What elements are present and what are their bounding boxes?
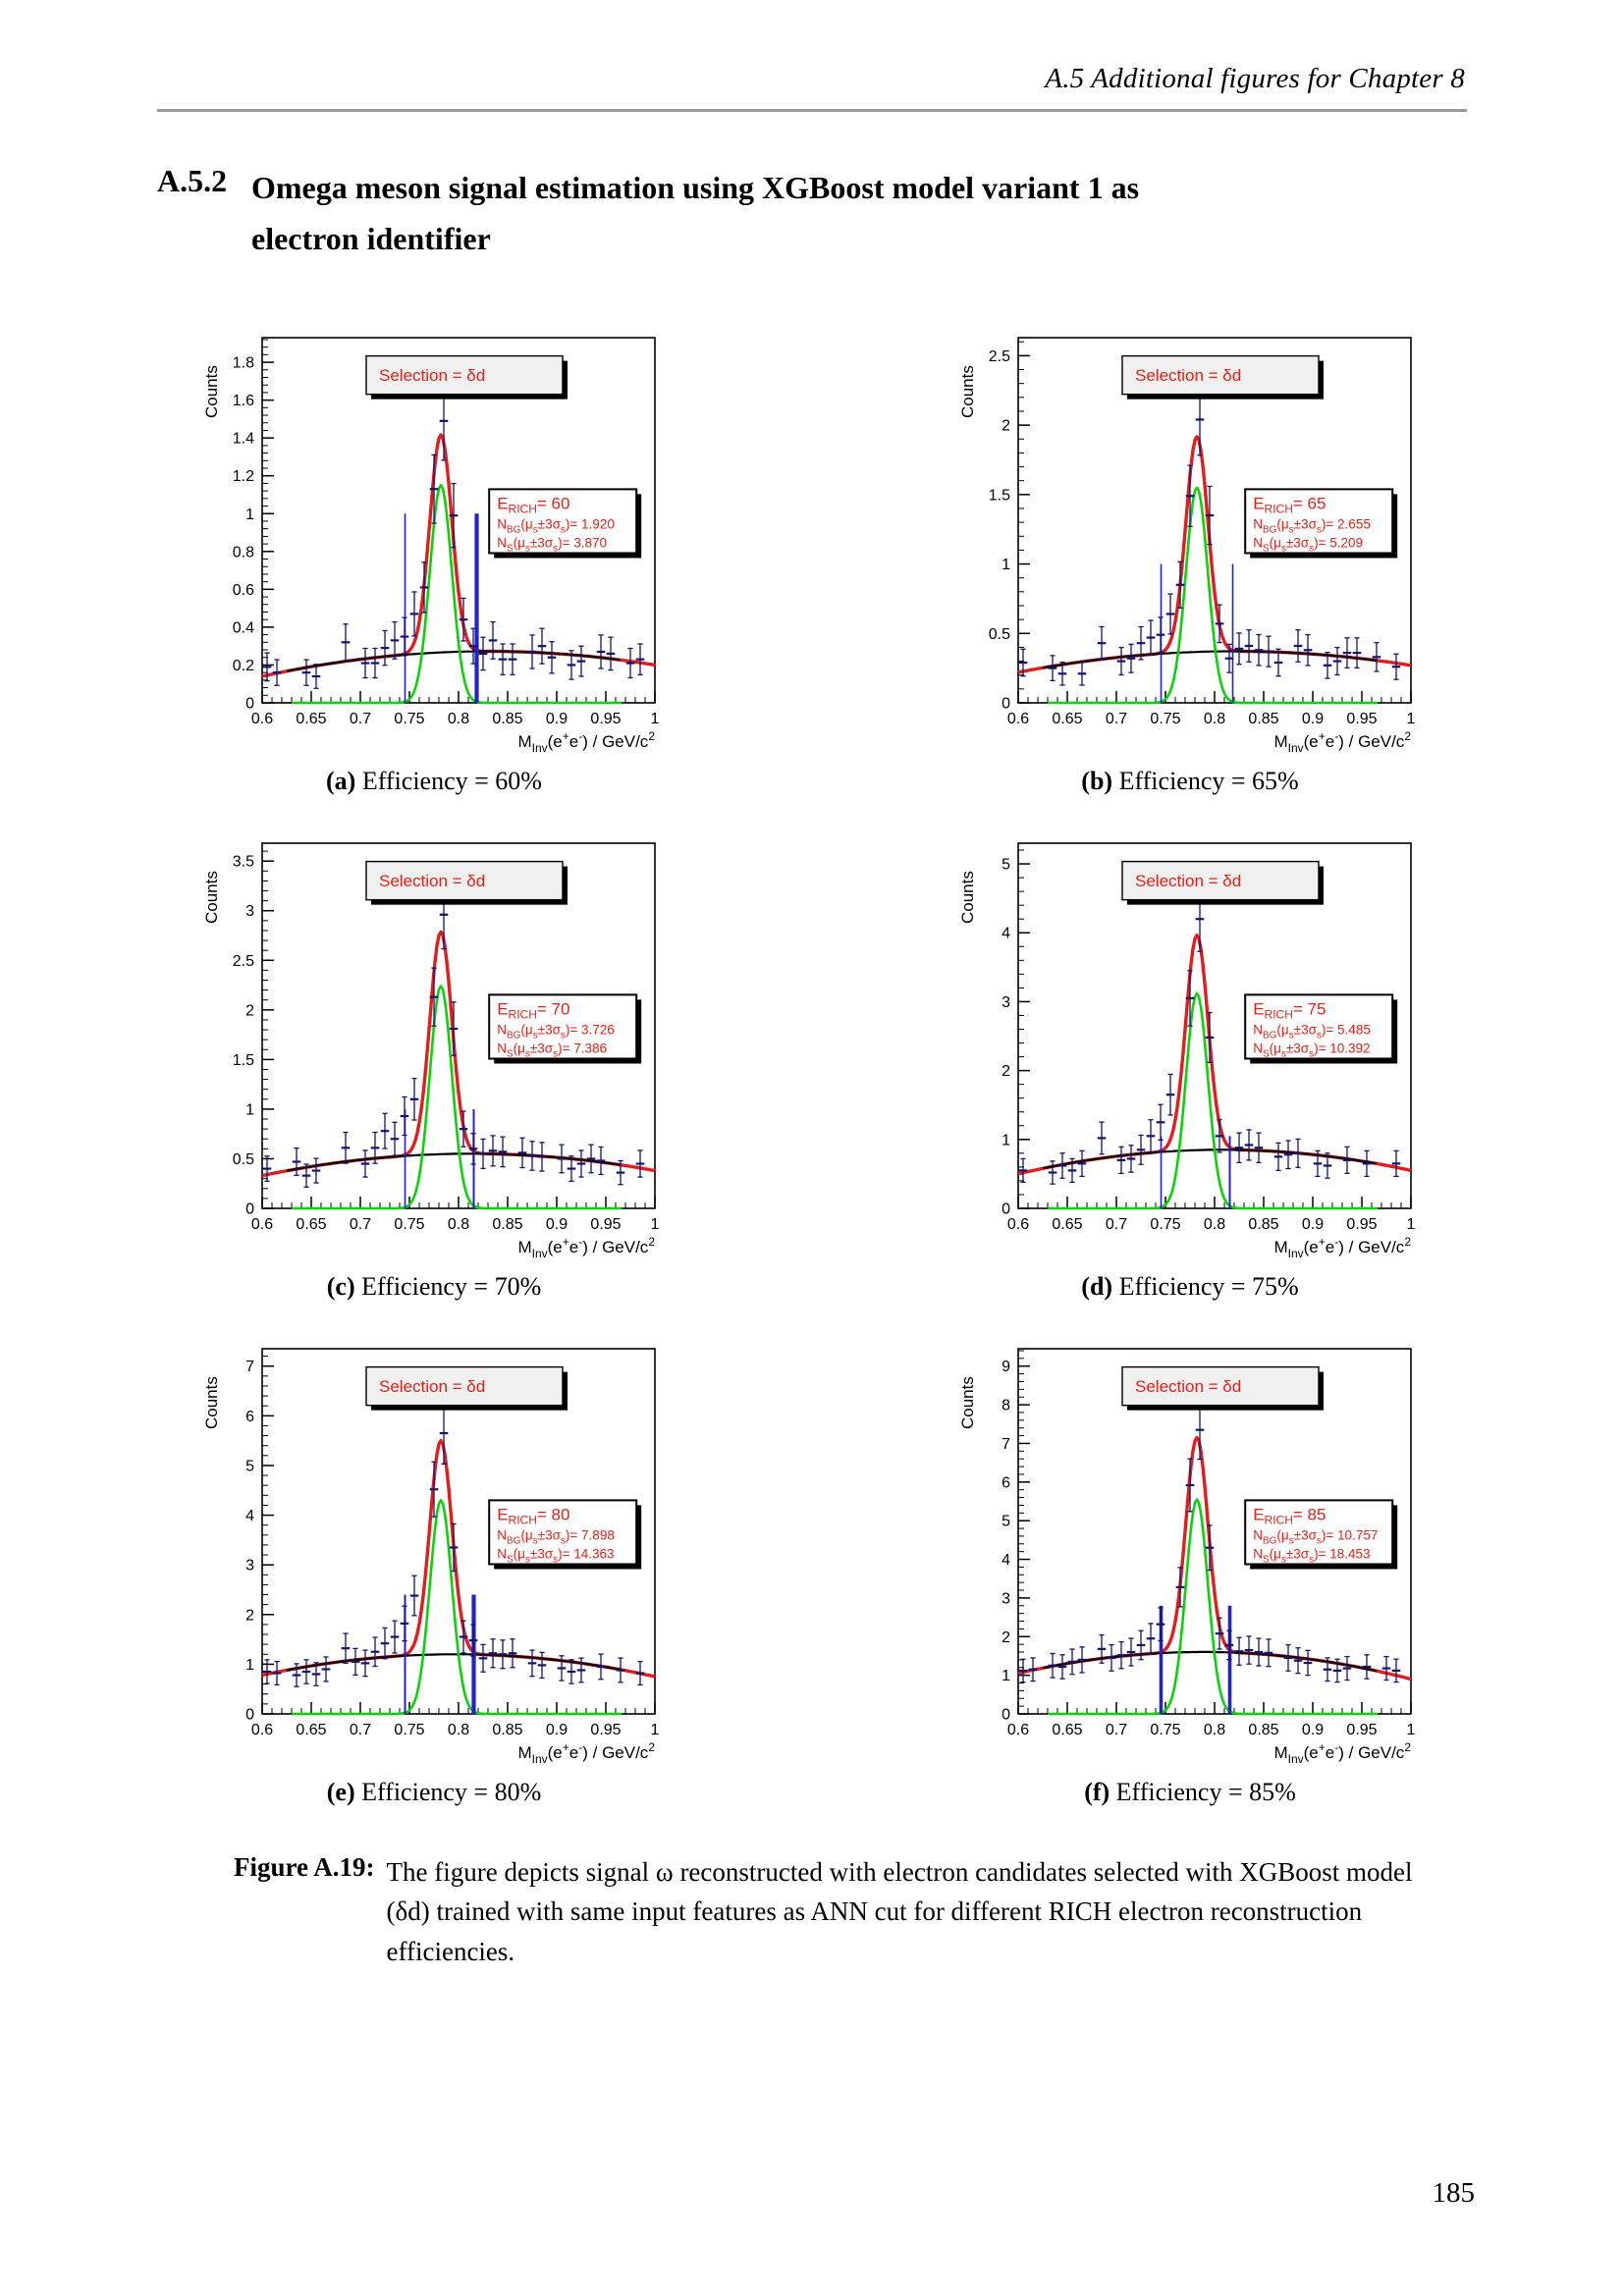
x-tick-label: 0.9 [545,1215,568,1233]
subfigure-caption-text: Efficiency = 80% [361,1777,542,1806]
section-title-line2: electron identifier [251,220,491,256]
y-tick-label: 0.5 [232,1150,254,1168]
selection-label: Selection = δd [379,871,486,890]
stats-line-ns: $N_S(\mu_s\pm 3\sigma_s)= 10.392$ [1253,1041,1371,1060]
stats-line-erich: $E_{RICH}= 60$ [497,494,570,516]
figure-row-2 [157,820,1467,1302]
x-axis [251,1702,660,1764]
background-fit-curve [1043,1652,1377,1671]
y-tick-label: 2 [1001,1062,1010,1080]
x-tick-label: 1 [1406,1215,1416,1233]
y-axis [958,342,1030,712]
plot-d [957,820,1423,1258]
subfigure-caption-text: Efficiency = 65% [1118,766,1299,795]
y-tick-label: 1 [1001,1131,1010,1148]
y-tick-label: 7 [245,1358,254,1375]
y-tick-label: 1 [245,1656,254,1674]
y-tick-label: 3 [245,1557,254,1575]
stats-line-ns: $N_S(\mu_s\pm 3\sigma_s)= 14.363$ [497,1546,615,1566]
x-tick-label: 1 [650,710,660,727]
x-tick-label: 1 [650,1721,660,1738]
x-tick-label: 0.75 [1150,1721,1181,1738]
x-tick-label: 0.8 [447,710,470,727]
x-tick-label: 0.75 [394,710,425,727]
y-tick-label: 0 [1001,695,1010,713]
x-tick-label: 0.85 [492,710,523,727]
subfigure-caption-text: Efficiency = 75% [1118,1271,1299,1301]
x-tick-label: 0.75 [394,1721,425,1738]
y-tick-label: 1.5 [232,1051,254,1069]
y-tick-label: 0 [1001,1706,1010,1724]
subfigure-caption-text: Efficiency = 60% [361,766,542,795]
subfigure-caption-label: (b) [1081,766,1119,795]
subfigure-caption-label: (d) [1081,1271,1119,1301]
selection-label: Selection = δd [1135,365,1242,385]
y-tick-label: 2.5 [232,952,254,970]
x-tick-label: 0.8 [1203,1721,1226,1738]
x-axis-title: $M_{Inv}(e^+e^-) / GeV/c^2$ [517,1739,655,1764]
y-tick-label: 0.2 [232,657,254,674]
x-tick-label: 0.95 [590,1721,622,1738]
stats-line-nbg: $N_{BG}(\mu_s\pm 3\sigma_s)= 2.655$ [1253,516,1371,536]
background-fit-curve [287,1654,621,1670]
subfigure-caption-e [327,1778,541,1807]
stats-line-erich: $E_{RICH}= 75$ [1253,999,1326,1022]
y-tick-label: 3 [245,902,254,920]
x-tick-label: 0.7 [349,1215,372,1233]
x-tick-label: 0.6 [250,1721,274,1738]
x-axis-title: $M_{Inv}(e^+e^-) / GeV/c^2$ [1273,728,1411,753]
stats-line-ns: $N_S(\mu_s\pm 3\sigma_s)= 3.870$ [497,535,608,555]
subfigure-caption-a [326,767,542,796]
y-tick-label: 0.6 [232,581,254,599]
y-tick-label: 2 [245,1001,254,1019]
x-tick-label: 0.7 [1105,1215,1128,1233]
running-header-text: A.5 Additional figures for Chapter 8 [1045,63,1465,94]
subfigure-caption-label: (a) [326,766,362,795]
figure-row-3 [157,1325,1467,1807]
plot-b [957,314,1423,753]
y-axis-title: Counts [958,1375,977,1429]
x-tick-label: 0.9 [1301,1721,1325,1738]
selection-label: Selection = δd [1135,1376,1242,1396]
y-tick-label: 5 [1001,1513,1010,1530]
figure-panel-a [201,314,667,796]
y-tick-label: 2 [1001,1629,1010,1646]
stats-line-nbg: $N_{BG}(\mu_s\pm 3\sigma_s)= 10.757$ [1253,1527,1379,1547]
x-tick-label: 0.9 [545,710,568,727]
figure-caption [234,1852,1467,1972]
x-tick-label: 0.6 [1006,1721,1030,1738]
y-tick-label: 4 [1001,925,1010,942]
y-tick-label: 3 [1001,993,1010,1011]
figure-caption-text: The figure depicts signal ω reconstructed with electron candidates selected with XGBoost model (δd) trained with same input features as ANN cut for different RICH electron reconstruction efficiencies. [386,1856,1413,1966]
selection-label: Selection = δd [379,365,486,385]
page-number: 185 [1432,2177,1475,2209]
x-axis-title: $M_{Inv}(e^+e^-) / GeV/c^2$ [517,728,655,753]
selection-label: Selection = δd [379,1376,486,1396]
x-tick-label: 0.7 [349,1721,372,1738]
y-tick-label: 0.5 [988,625,1010,643]
y-tick-label: 6 [245,1408,254,1425]
stats-line-nbg: $N_{BG}(\mu_s\pm 3\sigma_s)= 5.485$ [1253,1022,1371,1041]
y-tick-label: 6 [1001,1473,1010,1491]
stats-line-nbg: $N_{BG}(\mu_s\pm 3\sigma_s)= 7.898$ [497,1527,615,1547]
subfigure-caption-text: Efficiency = 85% [1115,1777,1296,1806]
y-tick-label: 5 [1001,856,1010,874]
plot-e [201,1325,667,1764]
y-tick-label: 8 [1001,1397,1010,1415]
y-axis [202,851,274,1217]
subfigure-caption-label: (f) [1084,1777,1116,1806]
figure-panel-b [957,314,1423,796]
x-tick-label: 0.8 [447,1215,470,1233]
y-tick-label: 0 [245,1706,254,1724]
plot-f [957,1325,1423,1764]
y-tick-label: 1.4 [232,430,254,448]
x-tick-label: 0.9 [1301,1215,1325,1233]
x-tick-label: 0.75 [1150,1215,1181,1233]
y-tick-label: 1 [245,506,254,523]
x-tick-label: 0.9 [1301,710,1325,727]
y-axis [202,340,274,713]
stats-line-ns: $N_S(\mu_s\pm 3\sigma_s)= 5.209$ [1253,535,1364,555]
x-tick-label: 0.65 [296,1215,327,1233]
y-axis [958,1351,1030,1724]
x-tick-label: 0.6 [1006,710,1030,727]
stats-line-ns: $N_S(\mu_s\pm 3\sigma_s)= 7.386$ [497,1041,608,1060]
y-tick-label: 2 [245,1606,254,1624]
figure-row-1 [157,314,1467,796]
running-header [157,63,1467,112]
x-tick-label: 0.75 [394,1215,425,1233]
x-tick-label: 1 [1406,1721,1416,1738]
stats-line-erich: $E_{RICH}= 65$ [1253,494,1326,516]
figure-panel-c [201,820,667,1302]
section-title-line1: Omega meson signal estimation using XGBoost model variant 1 as [251,170,1140,205]
subfigure-caption-label: (c) [326,1271,362,1301]
y-tick-label: 1 [1001,556,1010,573]
y-tick-label: 0 [245,695,254,713]
x-axis-title: $M_{Inv}(e^+e^-) / GeV/c^2$ [517,1234,655,1258]
y-axis-title: Counts [202,364,221,418]
x-tick-label: 0.7 [1105,710,1128,727]
stats-line-erich: $E_{RICH}= 80$ [497,1505,570,1527]
y-tick-label: 0 [245,1201,254,1218]
y-axis [202,1356,274,1723]
x-axis [1007,1197,1416,1258]
x-tick-label: 0.65 [1052,1721,1083,1738]
x-tick-label: 0.95 [1346,710,1378,727]
figure-panel-f [957,1325,1423,1807]
y-tick-label: 1 [245,1101,254,1119]
x-tick-label: 0.95 [1346,1721,1378,1738]
y-tick-label: 9 [1001,1358,1010,1375]
stats-line-nbg: $N_{BG}(\mu_s\pm 3\sigma_s)= 1.920$ [497,516,615,536]
x-axis [251,1197,660,1258]
x-axis [251,691,660,753]
x-tick-label: 0.7 [349,710,372,727]
stats-line-nbg: $N_{BG}(\mu_s\pm 3\sigma_s)= 3.726$ [497,1022,615,1041]
x-tick-label: 1 [1406,710,1416,727]
x-tick-label: 0.85 [1248,1215,1279,1233]
x-tick-label: 0.65 [296,1721,327,1738]
y-tick-label: 3 [1001,1590,1010,1608]
selection-label: Selection = δd [1135,871,1242,890]
x-tick-label: 0.9 [545,1721,568,1738]
y-tick-label: 1.8 [232,354,254,372]
figure-panel-e [201,1325,667,1807]
x-tick-label: 0.8 [447,1721,470,1738]
y-tick-label: 1.2 [232,467,254,485]
x-axis-title: $M_{Inv}(e^+e^-) / GeV/c^2$ [1273,1739,1411,1764]
stats-line-ns: $N_S(\mu_s\pm 3\sigma_s)= 18.453$ [1253,1546,1371,1566]
subfigure-caption-f [1084,1778,1296,1807]
y-tick-label: 4 [245,1507,254,1524]
y-tick-label: 0 [1001,1201,1010,1218]
y-tick-label: 2.5 [988,347,1010,365]
x-tick-label: 0.6 [250,1215,274,1233]
y-axis-title: Counts [958,364,977,418]
x-tick-label: 0.95 [1346,1215,1378,1233]
y-tick-label: 2 [1001,417,1010,435]
x-tick-label: 0.65 [296,710,327,727]
subfigure-caption-text: Efficiency = 70% [361,1271,542,1301]
x-tick-label: 0.65 [1052,1215,1083,1233]
y-axis [958,850,1030,1217]
x-tick-label: 0.85 [1248,710,1279,727]
figures-grid [157,314,1467,1807]
x-tick-label: 0.85 [492,1721,523,1738]
y-tick-label: 3.5 [232,853,254,871]
y-axis-title: Counts [202,870,221,924]
y-tick-label: 5 [245,1458,254,1475]
section-heading [157,163,1467,265]
x-tick-label: 0.6 [250,710,274,727]
section-title [251,163,1139,265]
x-tick-label: 0.8 [1203,710,1226,727]
x-tick-label: 0.7 [1105,1721,1128,1738]
x-axis [1007,691,1416,753]
x-tick-label: 0.95 [590,1215,622,1233]
x-tick-label: 0.85 [492,1215,523,1233]
plot-c [201,820,667,1258]
x-tick-label: 0.85 [1248,1721,1279,1738]
plot-a [201,314,667,753]
y-axis-title: Counts [958,870,977,924]
y-tick-label: 0.4 [232,619,254,637]
x-tick-label: 0.65 [1052,710,1083,727]
figure-panel-d [957,820,1423,1302]
x-tick-label: 1 [650,1215,660,1233]
y-tick-label: 1.5 [988,486,1010,504]
subfigure-caption-b [1081,767,1298,796]
y-tick-label: 1.6 [232,392,254,409]
x-tick-label: 0.8 [1203,1215,1226,1233]
subfigure-caption-label: (e) [326,1777,362,1806]
y-tick-label: 7 [1001,1435,1010,1453]
y-tick-label: 4 [1001,1551,1010,1569]
stats-line-erich: $E_{RICH}= 70$ [497,999,570,1022]
y-tick-label: 0.8 [232,543,254,561]
subfigure-caption-c [327,1272,541,1302]
stats-line-erich: $E_{RICH}= 85$ [1253,1505,1326,1527]
x-tick-label: 0.75 [1150,710,1181,727]
x-tick-label: 0.6 [1006,1215,1030,1233]
header-rule [157,109,1467,112]
y-axis-title: Counts [202,1375,221,1429]
x-tick-label: 0.95 [590,710,622,727]
subfigure-caption-d [1081,1272,1298,1302]
figure-caption-label: Figure A.19: [234,1851,375,1882]
y-tick-label: 1 [1001,1667,1010,1684]
x-axis [1007,1702,1416,1764]
x-axis-title: $M_{Inv}(e^+e^-) / GeV/c^2$ [1273,1234,1411,1258]
section-number: A.5.2 [157,163,228,198]
